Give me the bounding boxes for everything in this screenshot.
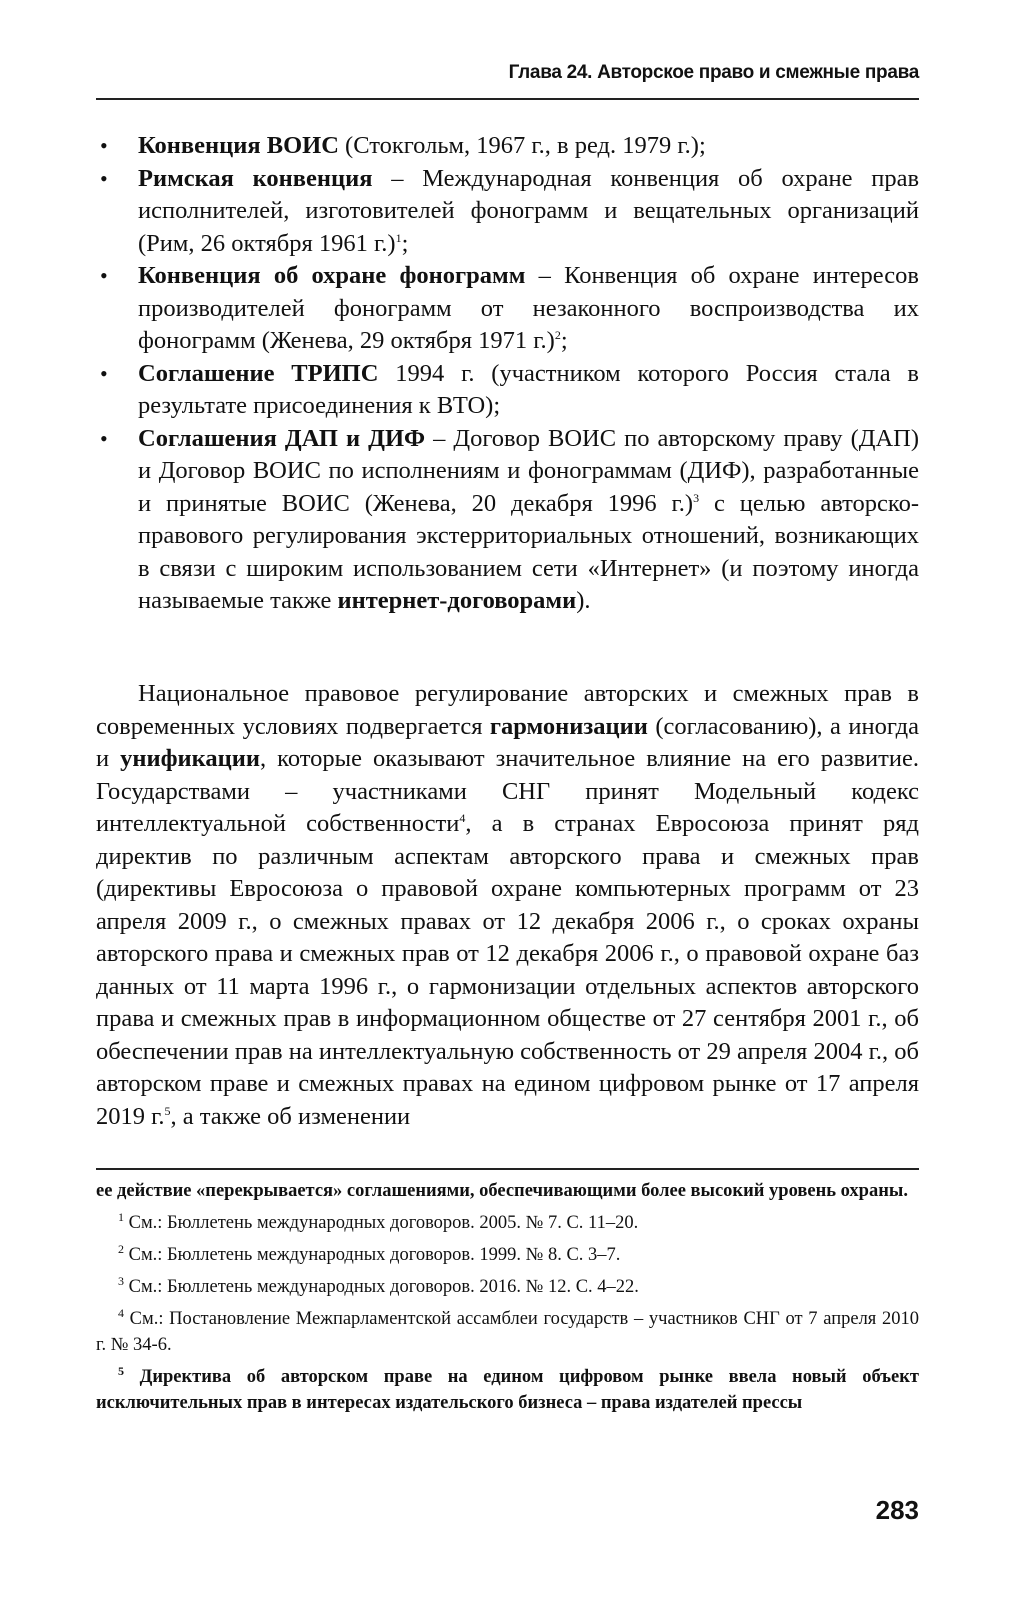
footnote-ref[interactable]: 2 [554,327,561,342]
list-item-text: с целью авторско-правового регулирования экстерриториальных отношений, возникающих в связи с широким использованием сети «Интернет» (и поэтому иногда называемые также [138,489,919,614]
footnote [96,1306,919,1358]
footnote-text: Директива об авторском праве на едином цифровом рынке ввела новый объект исключительных прав в интересах издательского бизнеса – права издателей прессы [96,1367,919,1413]
page-number: 283 [875,1495,919,1525]
footnote-text: См.: Бюллетень международных договоров. 1999. № 8. С. 3–7. [124,1245,621,1265]
footnote-ref[interactable]: 3 [693,490,700,505]
footnote-rule [96,1168,919,1170]
list-item-text: – Конвенция об охране интересов производителей фонограмм от незаконного воспроизводства их фонограмм (Женева, 29 октября 1971 г.) [138,262,919,354]
footnote-ref[interactable]: 5 [164,1103,171,1118]
footnote-text: См.: Бюллетень международных договоров. 2016. № 12. С. 4–22. [124,1277,639,1297]
list-item [96,423,919,618]
footnote-text: См.: Постановление Межпарламентской ассамблеи государств – участников СНГ от 7 апреля 2010 г. № 34-6. [96,1309,919,1355]
footnote [96,1210,919,1236]
list-item-text: 1994 г. (участником которого Россия стала в результате присоединения к ВТО); [138,359,919,419]
list-item-term: Конвенция ВОИС [138,132,339,159]
footnote-number: 3 [118,1273,124,1288]
list-item-tail: ). [576,587,591,614]
list-item-term: Соглашения ДАП и ДИФ [138,424,426,452]
paragraph-text: Национальное правовое регулирование авторских и смежных прав в современных условиях подвергается [96,680,919,740]
body-paragraph [96,678,919,1133]
header-rule [96,98,919,100]
list-item-term: Конвенция об охране фонограмм [138,262,526,289]
footnote-ref[interactable]: 4 [459,810,466,825]
list-item [96,358,919,423]
list-item-term: Римская конвенция [138,164,373,192]
list-item [96,163,919,261]
list-item [96,260,919,358]
paragraph-text: , а в странах Евросоюза принят ряд директив по различным аспектам авторского права и смежных прав (директивы Евросоюза о правовой охране компьютерных программ от 23 апреля 2009 г., о смежных правах от 12 декабря 2006 г., о сроках охраны авторского права и смежных прав от 12 декабря 2006 г., о правовой охране баз данных от 11 марта 1996 г., о гармонизации отдельных аспектов авторского права и смежных прав в информационном обществе от 27 сентября 2001 г., об обеспечении прав на интеллектуальную собственность от 29 апреля 2004 г., об авторском праве и смежных правах на едином цифровом рынке от 17 апреля 2019 г. [96,810,919,1130]
list-item-text: – Договор ВОИС по авторскому праву (ДАП) и Договор ВОИС по исполнениям и фонограммам (ДИФ), разработанные и принятые ВОИС (Женева, 20 декабря 1996 г.) [138,424,919,517]
footnote-number: 5 [118,1363,124,1378]
convention-list [96,130,919,618]
footnote [96,1274,919,1300]
footnote-number: 2 [118,1241,124,1256]
paragraph-text: , которые оказывают значительное влияние на его развитие. Государствами – участниками СНГ принят Модельный кодекс интеллектуальной собственности [96,745,919,837]
list-item [96,130,919,163]
list-item-term: Соглашение ТРИПС [138,359,379,387]
footnote [96,1242,919,1268]
footnote-continuation: ее действие «перекрывается» соглашениями, обеспечивающими более высокий уровень охраны. [96,1181,908,1201]
paragraph-emphasis: унификации [120,745,261,772]
footnote-number: 4 [118,1305,124,1320]
list-item-tail: ; [560,327,568,354]
footnotes [96,1178,919,1422]
list-item-text: – Международная конвенция об охране прав исполнителей, изготовителей фонограмм и вещательных организаций (Рим, 26 октября 1961 г.) [138,164,920,257]
running-header: Глава 24. Авторское право и смежные права [508,62,919,83]
paragraph-text: (согласованию), а иногда и [96,712,919,772]
paragraph-text: , а также об изменении [170,1102,411,1130]
footnote [96,1364,919,1416]
footnote-number: 1 [118,1209,124,1224]
list-item-tail: ; [401,229,409,257]
list-item-emphasis: интернет-договорами [337,587,577,614]
footnote-text: См.: Бюллетень международных договоров. 2005. № 7. С. 11–20. [124,1213,639,1233]
footnote-ref[interactable]: 1 [395,230,402,245]
paragraph-emphasis: гармонизации [489,712,648,740]
list-item-text: (Стокгольм, 1967 г., в ред. 1979 г.); [338,132,706,159]
